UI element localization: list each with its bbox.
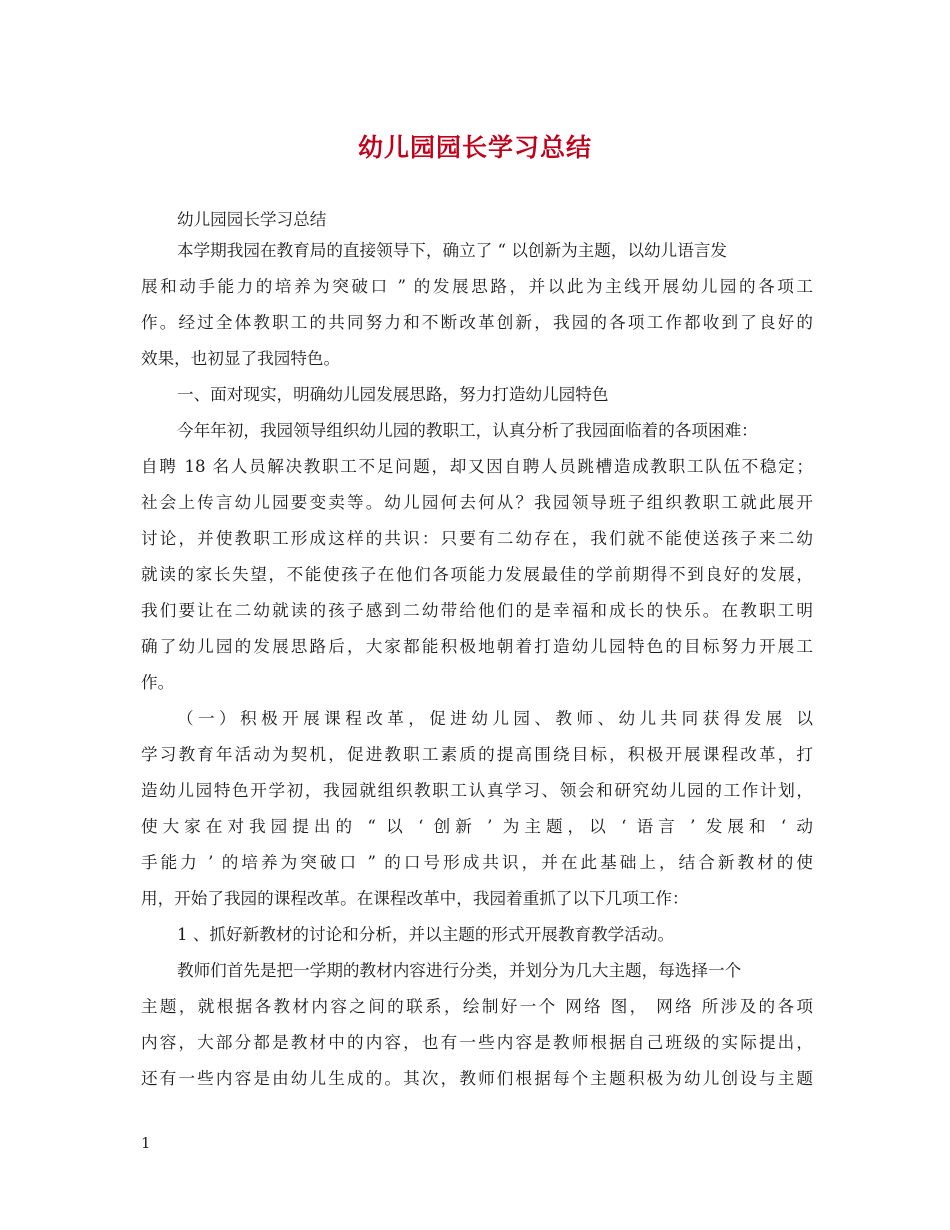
paragraph-line: 自聘 18 名人员解决教职工不足问题，却又因自聘人员跳槽造成教职工队伍不稳定；	[141, 457, 813, 476]
paragraph-line: 讨论，并使教职工形成这样的共识：只要有二幼存在，我们就不能使送孩子来二幼	[141, 529, 813, 548]
paragraph-line: 展和动手能力的培养为突破口 ” 的发展思路，并以此为主线开展幼儿园的各项工	[141, 277, 813, 296]
paragraph-line: 用，开始了我园的课程改革。在课程改革中，我园着重抓了以下几项工作：	[141, 889, 689, 908]
paragraph-line: 学习教育年活动为契机，促进教职工素质的提高围绕目标，积极开展课程改革，打	[141, 745, 813, 764]
page-number: 1	[141, 1134, 151, 1152]
paragraph-line: 还有一些内容是由幼儿生成的。其次，教师们根据每个主题积极为幼儿创设与主题	[141, 1069, 813, 1088]
paragraph-line: 造幼儿园特色开学初，我园就组织教职工认真学习、领会和研究幼儿园的工作计划，	[141, 781, 813, 800]
paragraph-line: 教师们首先是把一学期的教材内容进行分类，并划分为几大主题，每选择一个	[177, 961, 742, 980]
paragraph-line: 今年年初，我园领导组织幼儿园的教职工，认真分析了我园面临着的各项困难：	[177, 421, 758, 440]
paragraph-line: 内容，大部分都是教材中的内容，也有一些内容是教师根据自己班级的实际提出，	[141, 1033, 813, 1052]
list-item-heading: 1 、抓好新教材的讨论和分析，并以主题的形式开展教育教学活动。	[177, 925, 675, 944]
subtitle-line: 幼儿园园长学习总结	[177, 210, 327, 229]
section-heading: 一、面对现实，明确幼儿园发展思路，努力打造幼儿园特色	[177, 385, 609, 404]
paragraph-line: 效果，也初显了我园特色。	[141, 349, 341, 368]
subsection-heading: （一）积极开展课程改革，促进幼儿园、教师、幼儿共同获得发展 以	[177, 709, 813, 728]
paragraph-line: 作。	[141, 673, 175, 692]
paragraph-line: 作。经过全体教职工的共同努力和不断改革创新，我园的各项工作都收到了良好的	[141, 313, 813, 332]
paragraph-line: 我们要让在二幼就读的孩子感到二幼带给他们的是幸福和成长的快乐。在教职工明	[141, 601, 813, 620]
document-title: 幼儿园园长学习总结	[357, 133, 592, 162]
paragraph-line: 手能力 ’ 的培养为突破口 ” 的口号形成共识，并在此基础上，结合新教材的使	[141, 853, 813, 872]
paragraph-line: 本学期我园在教育局的直接领导下，确立了 “ 以创新为主题，以幼儿语言发	[177, 241, 728, 260]
paragraph-line: 确了幼儿园的发展思路后，大家都能积极地朝着打造幼儿园特色的目标努力开展工	[141, 637, 813, 656]
paragraph-line: 使大家在对我园提出的 “ 以 ‘ 创新 ’ 为主题，以 ‘ 语言 ’ 发展和 ‘ 动	[141, 817, 813, 836]
paragraph-line: 社会上传言幼儿园要变卖等。幼儿园何去何从？我园领导班子组织教职工就此展开	[141, 493, 813, 512]
paragraph-line: 就读的家长失望，不能使孩子在他们各项能力发展最佳的学前期得不到良好的发展，	[141, 565, 813, 584]
paragraph-line: 主题，就根据各教材内容之间的联系，绘制好一个 网络 图， 网络 所涉及的各项	[141, 997, 813, 1016]
